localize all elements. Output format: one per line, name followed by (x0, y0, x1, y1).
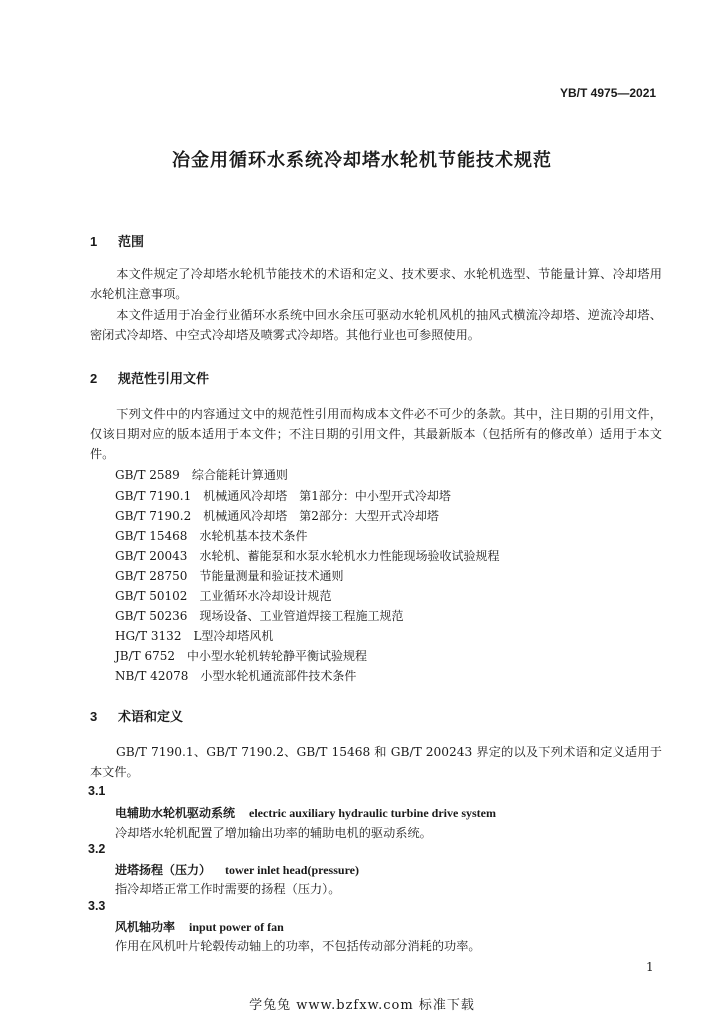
reference-item (115, 567, 343, 584)
reference-item (115, 547, 499, 564)
reference-title: 机械通风冷却塔 第1部分：中小型开式冷却塔 (203, 489, 451, 503)
reference-title: 机械通风冷却塔 第2部分：大型开式冷却塔 (203, 509, 439, 523)
section-3-intro (90, 742, 662, 782)
section-number: 2 (90, 371, 98, 386)
reference-code: GB/T 2589 (115, 468, 180, 482)
reference-code: GB/T 28750 (115, 569, 188, 583)
reference-code: GB/T 20043 (115, 549, 188, 563)
reference-item (115, 466, 288, 483)
term-entry (115, 861, 359, 878)
section-1-heading (90, 231, 144, 250)
term-definition: 指冷却塔正常工作时需要的扬程（压力）。 (115, 882, 341, 896)
section-1-paragraph-2 (90, 305, 662, 345)
term-en: electric auxiliary hydraulic turbine drive system (249, 806, 496, 820)
reference-code: GB/T 50236 (115, 609, 188, 623)
reference-item (115, 487, 451, 504)
reference-title: 工业循环水冷却设计规范 (199, 589, 332, 603)
reference-code: HG/T 3132 (115, 629, 182, 643)
reference-item (115, 627, 273, 644)
paragraph-text: 本文件规定了冷却塔水轮机节能技术的术语和定义、技术要求、水轮机选型、节能量计算、冷却塔用水轮机注意事项。 (90, 267, 662, 301)
term-number: 3.2 (88, 842, 106, 856)
reference-code: GB/T 50102 (115, 589, 188, 603)
reference-code: JB/T 6752 (115, 649, 176, 663)
reference-title: 小型水轮机通流部件技术条件 (200, 669, 357, 683)
footer-watermark: 学兔兔 www.bzfxw.com 标准下载 (249, 998, 475, 1013)
reference-item (115, 527, 307, 544)
section-number: 3 (90, 709, 98, 724)
reference-item (115, 647, 367, 664)
term-number: 3.1 (88, 784, 106, 798)
term-entry (115, 804, 496, 821)
reference-code: NB/T 42078 (115, 669, 189, 683)
section-title: 规范性引用文件 (118, 371, 210, 386)
reference-item (115, 507, 439, 524)
term-zh: 进塔扬程（压力） (115, 863, 212, 877)
section-2-heading (90, 368, 209, 387)
section-title: 范围 (118, 234, 145, 249)
reference-code: GB/T 7190.2 (115, 509, 192, 523)
section-1-paragraph-1 (90, 264, 662, 304)
term-zh: 电辅助水轮机驱动系统 (115, 806, 236, 820)
reference-title: 中小型水轮机转轮静平衡试验规程 (187, 649, 368, 663)
document-title: 冶金用循环水系统冷却塔水轮机节能技术规范 (172, 150, 552, 170)
reference-title: 水轮机、蓄能泵和水泵水轮机水力性能现场验收试验规程 (199, 549, 500, 563)
term-definition: 冷却塔水轮机配置了增加输出功率的辅助电机的驱动系统。 (115, 826, 432, 840)
reference-title: 综合能耗计算通则 (191, 468, 288, 482)
reference-code: GB/T 7190.1 (115, 489, 192, 503)
paragraph-text: 本文件适用于冶金行业循环水系统中回水余压可驱动水轮机风机的抽风式横流冷却塔、逆流冷却塔、密闭式冷却塔、中空式冷却塔及喷雾式冷却塔。其他行业也可参照使用。 (90, 308, 662, 342)
reference-item (115, 607, 403, 624)
reference-item (115, 667, 356, 684)
term-en: tower inlet head(pressure) (225, 863, 360, 877)
page-number: 1 (646, 960, 654, 974)
standard-number: YB/T 4975—2021 (560, 86, 657, 100)
reference-title: 现场设备、工业管道焊接工程施工规范 (199, 609, 404, 623)
reference-title: 节能量测量和验证技术通则 (199, 569, 344, 583)
section-3-heading (90, 706, 183, 725)
term-number: 3.3 (88, 899, 106, 913)
reference-title: L型冷却塔风机 (193, 629, 274, 643)
term-zh: 风机轴功率 (115, 920, 176, 934)
paragraph-text: GB/T 7190.1、GB/T 7190.2、GB/T 15468 和 GB/T 200243 界定的以及下列术语和定义适用于本文件。 (90, 745, 662, 779)
reference-title: 水轮机基本技术条件 (199, 529, 308, 543)
paragraph-text: 下列文件中的内容通过文中的规范性引用而构成本文件必不可少的条款。其中，注日期的引用文件，仅该日期对应的版本适用于本文件；不注日期的引用文件，其最新版本（包括所有的修改单）适用于本文件。 (90, 407, 662, 461)
term-en: input power of fan (189, 920, 284, 934)
term-entry (115, 918, 284, 935)
section-number: 1 (90, 234, 98, 249)
reference-item (115, 587, 331, 604)
section-title: 术语和定义 (118, 709, 184, 724)
reference-code: GB/T 15468 (115, 529, 188, 543)
term-definition: 作用在风机叶片轮毂传动轴上的功率，不包括传动部分消耗的功率。 (115, 939, 481, 953)
section-2-intro (90, 404, 662, 464)
